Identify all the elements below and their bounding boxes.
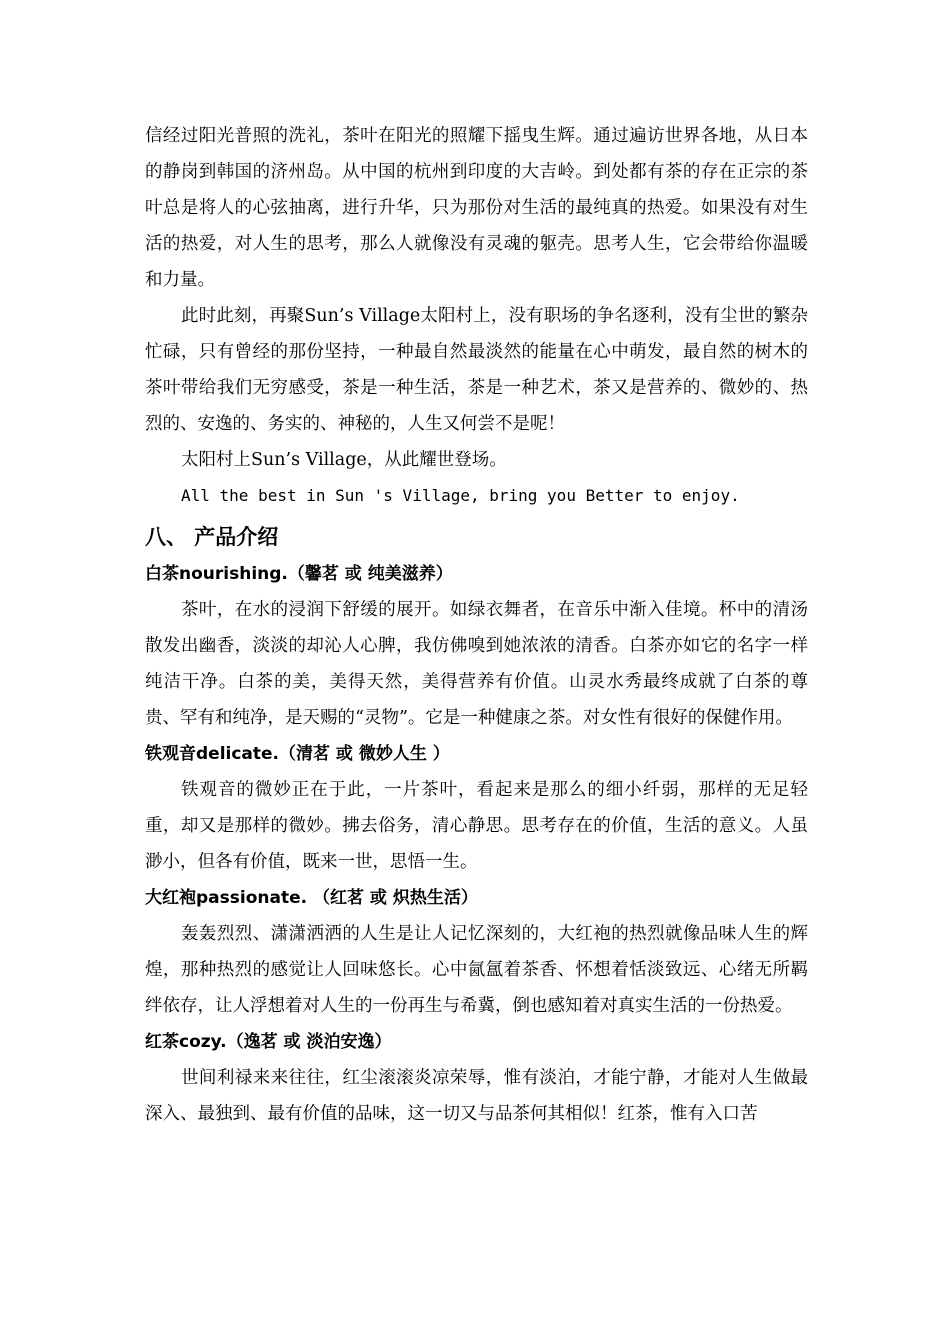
- product-heading-dahongpao: 大红袍passionate. （红茗 或 炽热生活）: [145, 888, 478, 908]
- intro-paragraph-2: 此时此刻，再聚Sun’s Village太阳村上，没有职场的争名逐利，没有尘世的繁杂忙碌，只有曾经的那份坚持，一种最自然最淡然的能量在心中萌发，最自然的树木的茶叶带给我们无穷感受，茶是一种生活，茶是一种艺术，茶又是营养的、微妙的、热烈的、安逸的、务实的、神秘的，人生又何尝不是呢！: [145, 306, 808, 434]
- intro-english-line: All the best in Sun 's Village, bring you Better to enjoy.: [181, 486, 740, 505]
- product-body-black-tea: 世间利禄来来往往，红尘滚滚炎凉荣辱，惟有淡泊，才能宁静，才能对人生做最深入、最独到、最有价值的品味，这一切又与品茶何其相似！红茶，惟有入口苦: [145, 1068, 808, 1124]
- intro-paragraph-3: 太阳村上Sun’s Village，从此耀世登场。: [181, 450, 507, 470]
- product-heading-white-tea: 白茶nourishing.（馨茗 或 纯美滋养）: [145, 564, 453, 584]
- product-body-white-tea: 茶叶，在水的浸润下舒缓的展开。如绿衣舞者，在音乐中渐入佳境。杯中的清汤散发出幽香，淡淡的却沁人心脾，我仿佛嗅到她浓浓的清香。白茶亦如它的名字一样纯洁干净。白茶的美，美得天然，美得营养有价值。山灵水秀最终成就了白茶的尊贵、罕有和纯净，是天赐的“灵物”。它是一种健康之茶。对女性有很好的保健作用。: [145, 600, 808, 728]
- product-body-dahongpao: 轰轰烈烈、潇潇洒洒的人生是让人记忆深刻的，大红袍的热烈就像品味人生的辉煌，那种热烈的感觉让人回味悠长。心中氤氲着茶香、怀想着恬淡致远、心绪无所羁绊依存，让人浮想着对人生的一份再生与希冀，倒也感知着对真实生活的一份热爱。: [145, 924, 808, 1016]
- product-heading-black-tea: 红茶cozy.（逸茗 或 淡泊安逸）: [145, 1032, 392, 1052]
- intro-paragraph-1: 信经过阳光普照的洗礼，茶叶在阳光的照耀下摇曳生辉。通过遍访世界各地，从日本的静岗到韩国的济州岛。从中国的杭州到印度的大吉岭。到处都有茶的存在正宗的茶叶总是将人的心弦抽离，进行升华，只为那份对生活的最纯真的热爱。如果没有对生活的热爱，对人生的思考，那么人就像没有灵魂的躯壳。思考人生，它会带给你温暖和力量。: [145, 126, 808, 290]
- section-title: 八、 产品介绍: [145, 525, 279, 549]
- product-heading-tieguanyin: 铁观音delicate.（清茗 或 微妙人生 ）: [145, 744, 450, 764]
- product-body-tieguanyin: 铁观音的微妙正在于此，一片茶叶，看起来是那么的细小纤弱，那样的无足轻重，却又是那样的微妙。拂去俗务，清心静思。思考存在的价值，生活的意义。人虽渺小，但各有价值，既来一世，思悟一生。: [145, 780, 808, 872]
